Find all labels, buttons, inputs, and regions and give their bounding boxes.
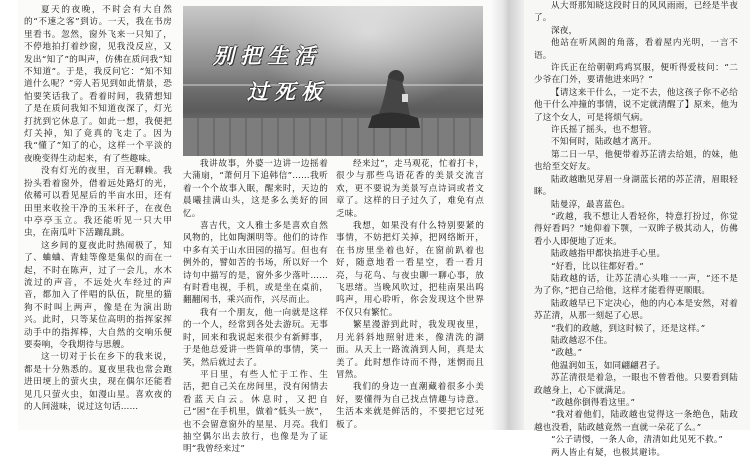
paragraph: 许氏正在给朝朝鸡鸡冥服，便听得爱枝问：“二少爷在门外，要请他进来吗？” bbox=[534, 63, 738, 86]
paragraph: “政越。” bbox=[551, 348, 583, 359]
paragraph: 经来过”，走马观花，忙着打卡，很少与那些鸟语花香的美景交流言欢，更不要说为美景写点诗词或者文章了。这样的日子过久了，难免有点乏味。 bbox=[336, 159, 484, 219]
paragraph: 他站在听风阁的角落，看着屋内光明，一言不语。 bbox=[534, 38, 738, 61]
paragraph: 陆政越瞧见芽眉一身湖蓝长裙的苏芷清，眉眼轻眯。 bbox=[534, 174, 738, 198]
paragraph: 这一切对于长在乡下的我来说，都是十分熟悉的。夏夜里我也常会跑进田埂上的萤火虫，现在偶尔还能看见几只萤火虫，如漫山星。喜欢夜的的人间滋味，说过这句话…… bbox=[24, 352, 172, 412]
facing-page bbox=[524, 0, 750, 458]
paragraph: 繁星漫游到此时，我发现夜里，月光斜斜地照射进来，像清洗的湖面。从天上一路流淌到人间，真是太美了。此时想作诗而不得，迷惘而且冒然。 bbox=[336, 320, 484, 380]
newspaper-page bbox=[18, 0, 490, 455]
paragraph: 陆政越忍不住。 bbox=[551, 335, 613, 346]
paragraph: “政越你倒得看这里。” bbox=[551, 398, 636, 408]
paragraph: “政越，我不想让人看轻你，特意打扮过，你觉得好看吗？”她仰着下颚，一双眸子极其动人，仿佛看小人即便地了近来。 bbox=[534, 211, 738, 247]
paragraph: 陆政越早已下定决心，他的内心本是安然，对着苏芷清，从那一刻起了心思。 bbox=[534, 298, 738, 322]
hero-title-line2: 过死板 bbox=[247, 80, 328, 104]
paragraph: 夏天的夜晚，不时会有大自然的“不速之客”到访。一天，我在书房里看书。忽然，窗外飞来一只知了，不停地拍打着纱窗，见我没反应，又发出“知了”的叫声，仿佛在质问我“知不知道”。于是，我反问它：“知不知道什么呢？”旁人若见到如此情景，恐怕要笑话我了。看着时间，我猜想知了是在质问我知不知道夜深了，灯光打扰到它休息了。如此一想，我便把灯关掉，知了竟真的飞走了。因为我“懂了”知了的心，这样一个平淡的夜晚变得生动起来，有了些趣味。 bbox=[24, 5, 172, 164]
paragraph: 这乡间的夏夜此时热闹极了，知了、蛐蛐、青蛙等像是集似的而在一起，不时在陈声，过了一会儿，水木流过的声音，不远处火车经过的声音，都加入了伴唱的队伍，院里的猫狗不时叫上两声，像是在为演出助兴。此时，只等某位高明的指挥家挥动手中的指挥棒，大自然的交响乐便要奏响，令我期待与思艘。 bbox=[24, 240, 172, 350]
paragraph: 我们的身边一直潮藏着很多小美好，要懂得为自己找点情趣与诗意。生活本来就是鲜活的，不要把它过死板了。 bbox=[336, 382, 484, 430]
paragraph: 两人皆止有疑，也极其避讳。 bbox=[551, 447, 666, 458]
sitting-woman-illustration bbox=[358, 64, 428, 134]
article-column-1 bbox=[24, 4, 172, 413]
paragraph: 喜吉代，文人雅士多是喜欢自然风物的，比如陶渊明等。他们的诗作中多有关于山水田园的描写。但也有例外的，譬如苦的书场，所以好一个诗句中描写的是，窗外多少落叶……有时看电视，手机，或是坐在桌前，翻翻闲书，乘兴而作，兴尽而止。 bbox=[183, 221, 328, 306]
article-column-2 bbox=[183, 158, 328, 456]
paragraph: “公子请慢，一条人命，清清如此见死不救。” bbox=[551, 435, 723, 446]
facing-page-column bbox=[534, 0, 738, 459]
paragraph: 没有灯光的夜里，百无聊赖。我扮头看着窗外，借着远处路灯的光，依稀可以看见屋后的半亩水田，还有田里来收捡干净的玉米秆子，在夜色中亭亭玉立。我还能听见一只大甲虫，在南瓜叶下活蹦乱跳。 bbox=[24, 166, 172, 239]
paragraph: 我讲故事，外婆一边讲一边摇着大蒲扇，“萧何月下追韩信”……我听着一个个故事入眠，醒来时，天边的晨曦挂满山头，这是多么美好的回忆。 bbox=[183, 159, 328, 219]
paragraph: 不知何时，陆政越才离开。 bbox=[551, 137, 657, 148]
paragraph: 苏芷清很是着急，一眼也不曾看他。只要看到陆政越身上，心下就满足。 bbox=[534, 373, 738, 396]
paragraph: 【请这来干什么，一定不去，他这孩子你不必给他干什么冲撞的事情，说不定就清醒了】原来，他为了这个女人，可是将烦气病。 bbox=[534, 87, 738, 123]
hero-image bbox=[183, 6, 483, 156]
paragraph: 第二日一早，他便带着苏芷清去给姐，的妹，他也给至交好友。 bbox=[534, 149, 738, 173]
hero-title-line1: 别把生活 bbox=[213, 44, 321, 68]
article-column-3 bbox=[336, 158, 484, 431]
paragraph: 我想，如果没有什么特别要紧的事情，不妨把灯关掉，把网络断开，在书房里坐着也好，在窗前趴着也好，随意地看一看星空，看一看月亮，与花鸟、与夜虫聊一聊心事，放飞思绪。当晚风吹过，把桂南果出呜呜声，用心聆听，你会发现这个世界不仅只有繁忙。 bbox=[336, 221, 484, 318]
paragraph: “好看，比以往都好看。” bbox=[551, 261, 644, 272]
paragraph: “我们的政越，到这时候了，还是这样。” bbox=[551, 323, 706, 334]
horizon-line bbox=[183, 84, 483, 86]
paragraph: 深夜， bbox=[551, 25, 578, 36]
paragraph: 从大哥那知晓这段时日的风风雨雨，已经是半夜了。 bbox=[534, 1, 738, 24]
paragraph: 陆曼淳，最喜蓝色。 bbox=[551, 199, 631, 210]
paragraph: “我对着他们，陆政越也觉得这一条绝色，陆政越也没看，陆政越竟然一直就一朵花了么。” bbox=[534, 410, 738, 433]
paragraph: 陆政越指甲都快掐进手心里。 bbox=[551, 249, 666, 260]
paragraph: 平日里，有些人忙于工作、生活，把自己关在房间里，没有闲情去看蓝天白云。休息时，又把自己“困”在手机里，做着“低头一族”，也不会留意窗外的星星、月亮。我们抽空偶尔出去放行，也像是为了证明“我曾经来过” bbox=[183, 369, 328, 455]
page-fold-gutter bbox=[490, 0, 524, 430]
wooden-deck bbox=[183, 118, 483, 156]
paragraph: 陆政越的话，让苏芷清心头唯一一声，“还不是为了你，”把自己给他，这样才能看得更顺眼。 bbox=[534, 273, 738, 297]
paragraph: 许氏摇了摇头，也不想管。 bbox=[551, 125, 657, 136]
paragraph: 我有一个朋友，他一向就是这样的一个人，经常到各处去游玩。无事时，回来和我说起来很少有新鲜事，于是他总爱讲一些简单的事情，笑一笑，然后就过去了。 bbox=[183, 307, 328, 368]
paragraph: 他温润如玉，如同翩翩君子。 bbox=[551, 360, 666, 371]
